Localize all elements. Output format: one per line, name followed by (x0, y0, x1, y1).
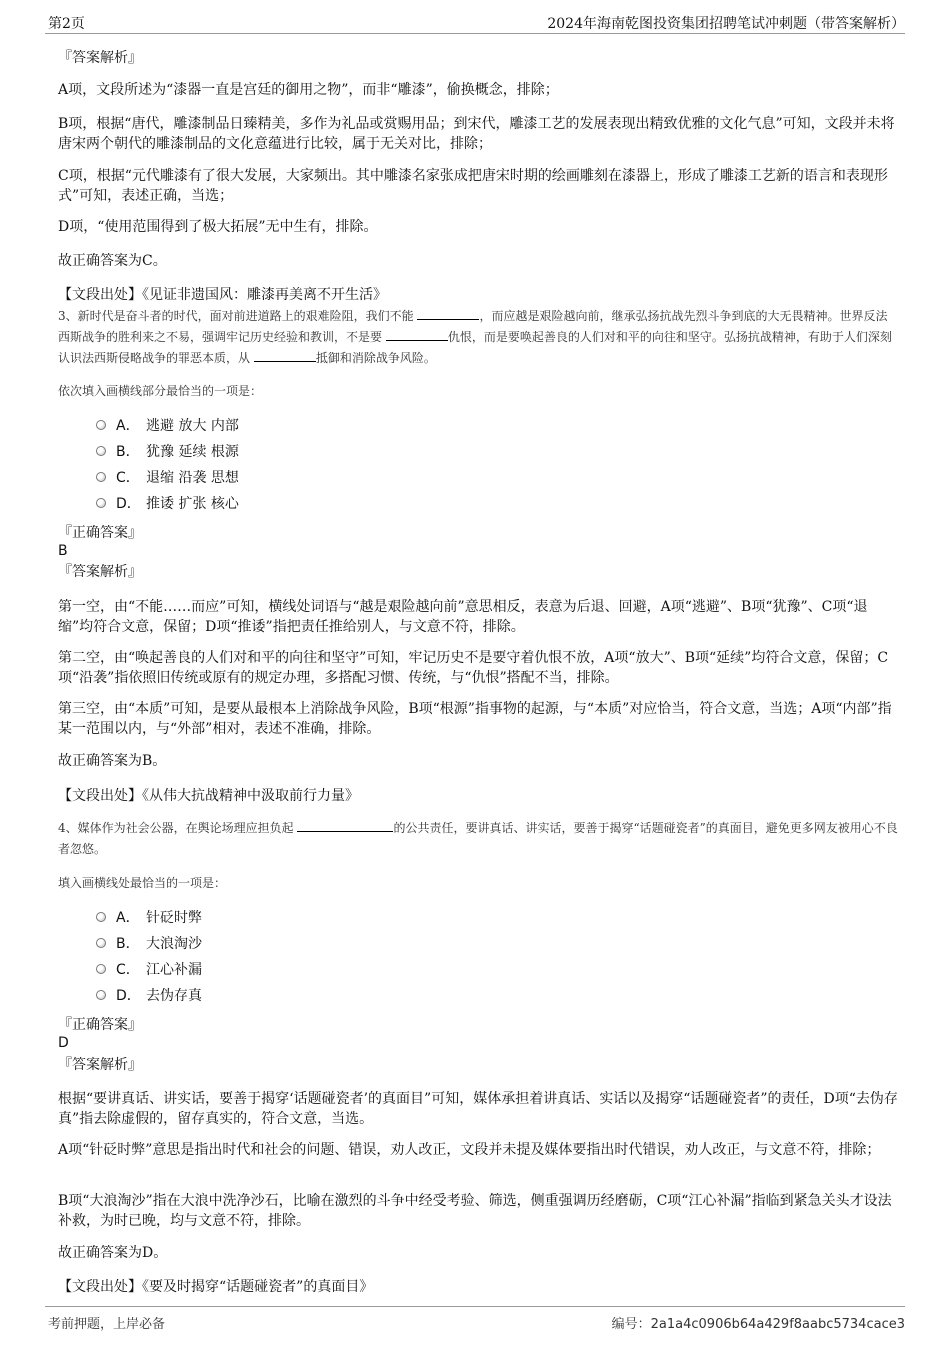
q3-prompt: 依次填入画横线部分最恰当的一项是： (58, 384, 263, 398)
q4-stem-part2: 的公共责任，要讲真话、讲实话，要善于揭穿“话题碰瓷者”的真面目，避免更多网友被用心不良者忽悠。 (58, 821, 898, 856)
q2-analysis-d: D项，“使用范围得到了极大拓展”无中生有，排除。 (58, 219, 378, 235)
q2-analysis-a: A项，文段所述为“漆器一直是宫廷的御用之物”，而非“雕漆”，偷换概念，排除； (58, 82, 559, 98)
radio-icon[interactable] (96, 990, 106, 1000)
q3-blank-1 (417, 307, 479, 320)
q4-option-d[interactable]: D． 去伪存真 (96, 985, 202, 1007)
q4-source: 【文段出处】《要及时揭穿“话题碰瓷者”的真面目》 (58, 1279, 374, 1295)
q3-analysis-para1: 第一空，由“不能……而应”可知，横线处词语与“越是艰险越向前”意思相反，表意为后退、回避，A项“逃避”、B项“犹豫”、C项“退缩”均符合文意，保留；D项“推诿”指把责任推给别人，与文意不符，排除。 (58, 599, 868, 635)
q4-blank (297, 819, 393, 832)
document-code-label: 编号： (611, 1317, 651, 1332)
footer-divider (45, 1306, 905, 1307)
q4-analysis-para3: B项“大浪淘沙”指在大浪中洗净沙石，比喻在激烈的斗争中经受考验、筛选，侧重强调历经磨砺，C项“江心补漏”指临到紧急关头才设法补救，为时已晚，均与文意不符，排除。 (58, 1193, 892, 1229)
q3-stem-part3: 仇恨，而是要唤起善良的人们对和平的向往和坚守。弘扬抗战精神，有助于人们深刻认识法西斯侵略战争的罪恶本质，从 (58, 330, 892, 365)
q2-analysis-label: 『答案解析』 (58, 50, 142, 66)
radio-icon[interactable] (96, 964, 106, 974)
q3-conclusion: 故正确答案为B。 (58, 753, 167, 769)
q3-analysis-label: 『答案解析』 (58, 564, 142, 580)
q2-analysis-c: C项，根据“元代雕漆有了很大发展，大家频出。其中雕漆名家张成把唐宋时期的绘画雕刻在漆器上，形成了雕漆工艺新的语言和表现形式”可知，表述正确，当选； (58, 168, 888, 204)
q4-analysis-para2: A项“针砭时弊”意思是指出时代和社会的问题、错误，劝人改正，文段并未提及媒体要指出时代错误，劝人改正，与文意不符，排除； (58, 1142, 881, 1158)
header-divider (45, 33, 905, 34)
q3-option-b[interactable]: B． 犹豫 延续 根源 (96, 441, 239, 463)
q3-analysis-para2: 第二空，由“唤起善良的人们对和平的向往和坚守”可知，牢记历史不是要守着仇恨不放，A项“放大”、B项“延续”均符合文意，保留；C项“沿袭”指依照旧传统或原有的规定办理，多搭配习惯、传统，与“仇恨”搭配不当，排除。 (58, 650, 889, 686)
q2-conclusion: 故正确答案为C。 (58, 253, 167, 269)
footer-slogan: 考前押题，上岸必备 (48, 1317, 166, 1332)
radio-icon[interactable] (96, 472, 106, 482)
document-code (612, 1313, 905, 1332)
q4-option-a[interactable]: A． 针砭时弊 (96, 907, 202, 929)
q4-option-c[interactable]: C． 江心补漏 (96, 959, 202, 981)
q4-option-b[interactable]: B． 大浪淘沙 (96, 933, 202, 955)
page-number: 第2页 (48, 16, 85, 32)
radio-icon[interactable] (96, 446, 106, 456)
q3-blank-3 (254, 349, 316, 362)
q4-prompt: 填入画横线处最恰当的一项是： (58, 876, 227, 890)
radio-icon[interactable] (96, 498, 106, 508)
q4-stem-part1: 4、媒体作为社会公器，在舆论场理应担负起 (58, 821, 294, 835)
q3-analysis-para3: 第三空，由“本质”可知，是要从最根本上消除战争风险，B项“根源”指事物的起源，与“本质”对应恰当，符合文意，当选；A项“内部”指某一范围以内，与“外部”相对，表述不准确，排除。 (58, 701, 892, 737)
q3-answer: B (58, 543, 68, 559)
q3-stem-part1: 3、新时代是奋斗者的时代，面对前进道路上的艰难险阻，我们不能 (58, 309, 414, 323)
q3-option-a[interactable]: A． 逃避 放大 内部 (96, 415, 239, 437)
q2-source: 【文段出处】《见证非遗国风：雕漆再美离不开生活》 (58, 287, 387, 303)
q4-answer: D (58, 1035, 69, 1051)
q3-option-d[interactable]: D． 推诿 扩张 核心 (96, 493, 239, 515)
q4-stem (58, 818, 898, 860)
q3-answer-label: 『正确答案』 (58, 525, 142, 541)
q4-analysis-para1: 根据“要讲真话、讲实话，要善于揭穿‘话题碰瓷者’的真面目”可知，媒体承担着讲真话、实话以及揭穿“话题碰瓷者”的责任，D项“去伪存真”指去除虚假的，留存真实的，符合文意，当选。 (58, 1091, 898, 1127)
q3-stem-part2: ，而应越是艰险越向前，继承弘扬抗战先烈斗争到底的大无畏精神。世界反法西斯战争的胜利来之不易，强调牢记历史经验和教训，不是要 (58, 309, 888, 344)
q4-analysis-label: 『答案解析』 (58, 1057, 142, 1073)
q3-stem (58, 306, 898, 369)
radio-icon[interactable] (96, 420, 106, 430)
q4-answer-label: 『正确答案』 (58, 1017, 142, 1033)
q3-stem-part4: 抵御和消除战争风险。 (315, 351, 436, 365)
q4-conclusion: 故正确答案为D。 (58, 1245, 168, 1261)
document-title: 2024年海南乾图投资集团招聘笔试冲刺题（带答案解析） (547, 16, 905, 32)
radio-icon[interactable] (96, 938, 106, 948)
document-code-value: 2a1a4c0906b64a429f8aabc5734cace3 (650, 1317, 905, 1332)
q3-source: 【文段出处】《从伟大抗战精神中汲取前行力量》 (58, 788, 359, 804)
q3-option-c[interactable]: C． 退缩 沿袭 思想 (96, 467, 239, 489)
q2-analysis-b: B项，根据“唐代，雕漆制品日臻精美，多作为礼品或赏赐用品；到宋代，雕漆工艺的发展表现出精致优雅的文化气息”可知，文段并未将唐宋两个朝代的雕漆制品的文化意蕴进行比较，属于无关对比，排除； (58, 116, 895, 152)
radio-icon[interactable] (96, 912, 106, 922)
q3-blank-2 (386, 328, 448, 341)
